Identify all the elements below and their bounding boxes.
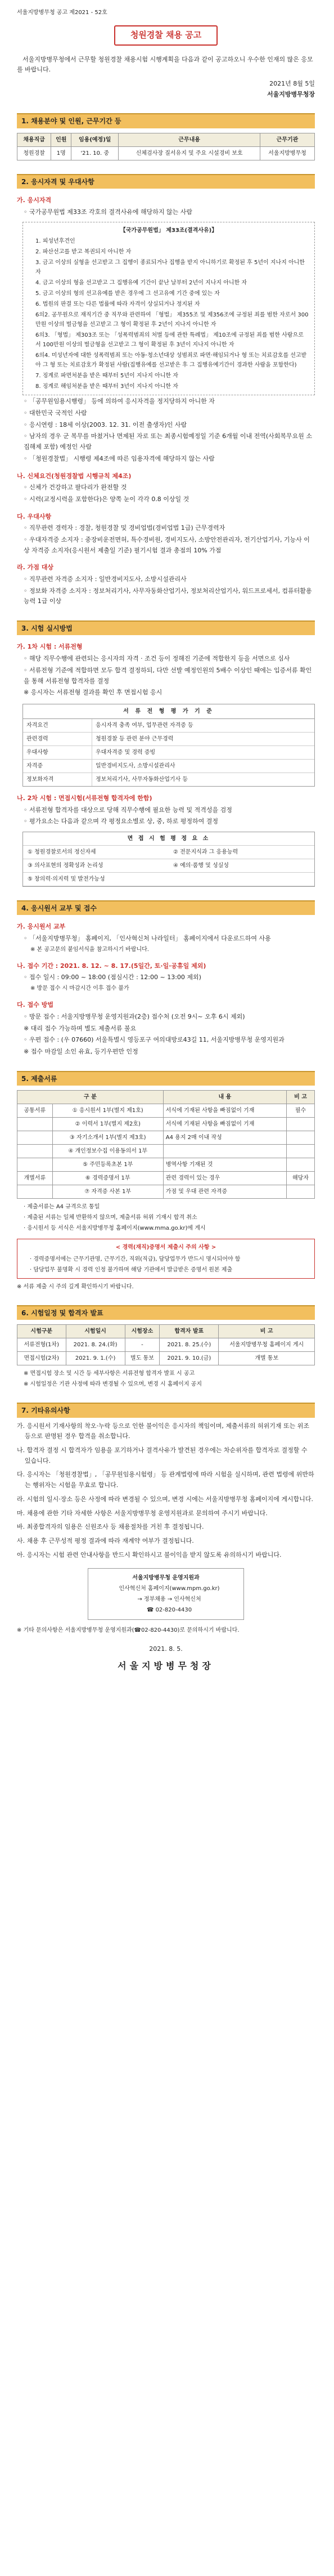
list-item: ◦ 신체가 건강하고 팔다리가 완전할 것 — [24, 484, 127, 492]
table-cell: 1명 — [51, 146, 71, 160]
notice-date: 2021년 8월 5일 — [269, 79, 315, 87]
note: ※ 방문 접수 시 마감시간 이후 접수 불가 — [30, 985, 129, 992]
table-cell: ② 이력서 1부(별지 제2호) — [52, 1117, 163, 1131]
table-cell: ① 응시원서 1부(별지 제1호) — [52, 1104, 163, 1117]
sub-heading: 가. 1차 시험 : 서류전형 — [17, 643, 83, 651]
sub-heading: 가. 응시원서 교부 — [17, 923, 66, 931]
contact-lines — [93, 1584, 239, 1615]
table-header: 비 고 — [287, 1090, 315, 1104]
law-lines — [29, 236, 309, 391]
list-item: ◦ 대한민국 국적인 사람 — [24, 409, 87, 417]
list-item: ◦ 서류전형 합격자를 대상으로 당해 직무수행에 필요한 능력 및 적격성을 검정 — [24, 806, 232, 814]
paragraph: ◦ 「서울지방병무청」 홈페이지, 「인사혁신처 나라일터」 홈페이지에서 다운로드하여 사용 — [24, 935, 271, 943]
table-header: 인원 — [51, 133, 71, 146]
warning-box — [17, 1239, 315, 1279]
table-header: 채용직급 — [17, 133, 51, 146]
eval-item: ③ 의사표현의 정확성과 논리성 — [23, 859, 169, 873]
notice-org: 서울지방병무청장 — [267, 90, 315, 98]
table-cell: ③ 자기소개서 1부(별지 제3호) — [52, 1131, 163, 1144]
list-item: 8. 징계로 해임처분을 받은 때부터 3년이 지나지 아니한 자 — [35, 383, 178, 390]
table-cell — [287, 1158, 315, 1171]
table-row — [17, 1352, 315, 1365]
table-cell — [17, 1117, 53, 1131]
table-cell — [287, 1185, 315, 1198]
list-item: 6. 법원의 판결 또는 다른 법률에 따라 자격이 상실되거나 정지된 자 — [35, 301, 200, 308]
eval-grid — [22, 832, 315, 887]
list-item: ◦ 해당 직무수행에 관련되는 응시자의 자격 · 조건 등이 정해진 기준에 적합한지 등을 서면으로 심사 — [24, 655, 290, 663]
criteria-row — [23, 773, 314, 786]
criteria-key: 자격요건 — [23, 719, 92, 732]
footer-note: ※ 기타 문의사항은 서울지방병무청 운영지원과(☎02-820-4430)로 문의하시기 바랍니다. — [17, 1627, 240, 1634]
table-header: 비 고 — [219, 1325, 315, 1338]
list-item: · 경력증명서에는 근무기관명, 근무기간, 직위(직급), 담당업무가 반드시 명시되어야 함 — [30, 1256, 241, 1262]
eval-title: 면 접 시 험 평 정 요 소 — [23, 832, 314, 846]
section-3-title: 3. 시험 실시방법 — [17, 620, 315, 635]
eval-item — [169, 873, 314, 886]
list-item: 6의3. 「형법」 제303조 또는 「성폭력범죄의 처벌 등에 관한 특례법」 제10조에 규정된 죄를 범한 사람으로서 100만원 이상의 벌금형을 선고받고 그 형이 확정된 후 3년이 지나지 아니한 자 — [35, 332, 304, 349]
list-item: 사. 채용 후 근무성적 평정 결과에 따라 재계약 여부가 결정됩니다. — [17, 1537, 194, 1544]
table-row — [17, 1185, 315, 1198]
table-cell: 개별 통보 — [219, 1352, 315, 1365]
list-item: 마. 채용에 관한 기타 자세한 사항은 서울지방병무청 운영지원과로 문의하여 주시기 바랍니다. — [17, 1509, 268, 1517]
list-item: 2. 파산선고를 받고 복권되지 아니한 자 — [35, 249, 132, 256]
list-item: ※ 시험일정은 기관 사정에 따라 변경될 수 있으며, 변경 시 홈페이지 공지 — [24, 1381, 202, 1388]
bonus-list — [17, 574, 315, 607]
criteria-key: 정보화자격 — [23, 773, 92, 786]
criteria-value: 일반경비지도사, 소방시설관리사 — [96, 762, 175, 769]
table-cell: ⑦ 자격증 사본 1부 — [52, 1185, 163, 1198]
qualification-list — [17, 396, 315, 464]
table-cell — [17, 1185, 53, 1198]
list-item: ◦ 응시연령 : 18세 이상(2003. 12. 31. 이전 출생자)인 사람 — [24, 421, 187, 428]
list-item: 3. 금고 이상의 실형을 선고받고 그 집행이 종료되거나 집행을 받지 아니하기로 확정된 후 5년이 지나지 아니한 자 — [35, 260, 305, 276]
screening-list — [17, 654, 315, 698]
list-item: ◦ 남자의 경우 군 복무를 마쳤거나 면제된 자로 또는 최종시험예정일 기준 6개월 이내 전역(사회복무요원 소집해제 포함) 예정인 사람 — [24, 432, 313, 451]
table-cell: 서류전형(1차) — [17, 1338, 66, 1352]
schedule-notes — [17, 1369, 315, 1389]
criteria-row — [23, 760, 314, 773]
criteria-row — [23, 733, 314, 746]
table-cell: 서식에 기재된 사항을 빠짐없이 기재 — [163, 1117, 286, 1131]
docs-notes — [17, 1202, 315, 1233]
table-row — [17, 1171, 315, 1185]
sub-heading: 나. 신체요건(청원경찰법 시행규칙 제4조) — [17, 472, 132, 480]
list-item: · 응시원서 등 서식은 서울지방병무청 홈페이지(www.mma.go.kr)에 게시 — [24, 1225, 206, 1231]
table-row — [17, 1131, 315, 1144]
list-item: ◦ 서류전형 기준에 적합하면 모두 합격 결정하되, 다만 선발 예정인원의 5배수 이상인 때에는 입증서류 확인을 통해 서류전형 합격자를 결정 — [24, 666, 312, 685]
list-item: 다. 응시자는 「청원경찰법」, 「공무원임용시험령」 등 관계법령에 따라 시험을 실시하며, 관련 법령에 위반하는 행위자는 시험을 무효로 합니다. — [17, 1471, 314, 1489]
table-cell: 서식에 기재된 사항을 빠짐없이 기재 — [163, 1104, 286, 1117]
paragraph: ◦ 접수 일시 : 09:00 ~ 18:00 (점심시간 : 12:00 ~ 13:00 제외) — [24, 974, 201, 981]
table-row — [17, 1158, 315, 1171]
table-cell: ④ 개인정보수집 이용동의서 1부 — [52, 1144, 163, 1158]
list-item: ※ 대리 접수 가능하며 별도 제출서류 불요 — [24, 1024, 137, 1032]
warning-title: < 경력(재직)증명서 제출시 주의 사항 > — [115, 1244, 216, 1251]
section-4-title: 4. 응시원서 교부 및 접수 — [17, 900, 315, 915]
table-header: 시험구분 — [17, 1325, 66, 1338]
criteria-box — [22, 704, 315, 787]
list-item: 6의4. 미성년자에 대한 성폭력범죄 또는 아동·청소년대상 성범죄로 파면·해임되거나 형 또는 치료감호를 선고받아 그 형 또는 치료감호가 확정된 사람(집행유예를 선고받은 후 그 집행유예기간이 경과한 사람을 포함한다) — [35, 352, 307, 369]
table-cell: 2021. 8. 25.(수) — [160, 1338, 219, 1352]
criteria-value: 우대자격증 및 경력 증빙 — [96, 749, 156, 756]
section-2-title: 2. 응시자격 및 우대사항 — [17, 174, 315, 189]
table-cell: 2021. 9. 10.(금) — [160, 1352, 219, 1365]
table-header: 임용(예정)일 — [71, 133, 119, 146]
recruit-table — [17, 133, 315, 160]
table-cell — [17, 1131, 53, 1144]
body-requirements — [17, 483, 315, 505]
note: ※ 본 공고문의 붙임서식을 참고하시기 바랍니다. — [30, 946, 149, 953]
list-item: ◦ 우대자격증 소지자 : 중장비운전면허, 특수경비원, 경비지도사, 소방안전관리자, 전기산업기사, 기능사 이상 자격증 소지자(응시원서 제출일 기준) 필기시험 결과 총점의 10% 가점 — [24, 535, 310, 554]
table-cell: ⑤ 주민등록초본 1부 — [52, 1158, 163, 1171]
law-box — [22, 222, 315, 395]
list-item: ◦ 우편 접수 : (우 07660) 서울특별시 영등포구 여의대방로43길 11, 서울지방병무청 운영지원과 — [24, 1036, 285, 1044]
section-6-title: 6. 시험일정 및 합격자 발표 — [17, 1305, 315, 1320]
table-cell: 해당자 — [287, 1171, 315, 1185]
sub-heading: 다. 접수 방법 — [17, 1001, 53, 1009]
list-item: ※ 접수 마감일 소인 유효, 등기우편만 인정 — [24, 1047, 138, 1055]
notes-list — [17, 1421, 315, 1561]
list-item: → 정부채용 → 인사혁신처 — [137, 1596, 201, 1603]
interview-list — [17, 805, 315, 827]
list-item: · 제출서류는 A4 규격으로 통일 — [24, 1203, 100, 1210]
schedule-table — [17, 1324, 315, 1365]
criteria-key: 자격증 — [23, 760, 92, 773]
table-cell — [17, 1144, 53, 1158]
table-cell: 별도 통보 — [125, 1352, 160, 1365]
list-item: 6의2. 공무원으로 재직기간 중 직무와 관련하여 「형법」 제355조 및 제356조에 규정된 죄를 범한 자로서 300만원 이상의 벌금형을 선고받고 그 형이 확정된 후 2년이 지나지 아니한 자 — [35, 312, 309, 328]
list-item: ◦ 방문 접수 : 서울지방병무청 운영지원과(2층) 접수처 (오전 9시~ 오후 6시 제외) — [24, 1012, 245, 1020]
table-cell — [287, 1117, 315, 1131]
notice-document — [17, 0, 315, 1673]
table-row — [17, 146, 315, 160]
criteria-value: 청원경찰 등 관련 분야 근무경력 — [96, 735, 174, 742]
list-item: 아. 응시자는 시험 관련 안내사항을 반드시 확인하시고 불이익을 받지 않도록 유의하시기 바랍니다. — [17, 1551, 282, 1559]
table-row — [17, 1144, 315, 1158]
list-item: ◦ 직무관련 자격증 소지자 : 일반경비지도사, 소방시설관리사 — [24, 575, 187, 583]
list-item: ☎ 02-820-4430 — [146, 1607, 192, 1614]
sub-heading: 나. 접수 기간 : 2021. 8. 12. ~ 8. 17.(5일간, 토·일·공휴일 제외) — [17, 962, 206, 970]
sub-heading: 다. 우대사항 — [17, 512, 52, 520]
table-row — [17, 1338, 315, 1352]
contact-title: 서울지방병무청 운영지원과 — [132, 1575, 200, 1582]
list-item: ◦ 시력(교정시력을 포함한다)은 양쪽 눈이 각각 0.8 이상일 것 — [24, 495, 189, 503]
table-cell — [17, 1158, 53, 1171]
list-item: 나. 합격자 결정 시 합격자가 임용을 포기하거나 결격사유가 발견된 경우에는 차순위자를 합격자로 결정할 수 있습니다. — [17, 1447, 308, 1465]
table-header: 내 용 — [163, 1090, 286, 1104]
table-cell — [287, 1144, 315, 1158]
table-cell: 가점 및 우대 관련 자격증 — [163, 1185, 286, 1198]
list-item: 가. 응시원서 기재사항의 착오·누락 등으로 인한 불이익은 응시자의 책임이며, 제출서류의 허위기재 또는 위조 등으로 판명된 경우 합격을 취소합니다. — [17, 1422, 309, 1440]
table-header: 구 분 — [17, 1090, 164, 1104]
criteria-value: 응시자격 충족 여부, 업무관련 자격증 등 — [96, 722, 193, 729]
table-cell: ⑥ 경력증명서 1부 — [52, 1171, 163, 1185]
section-5-title: 5. 제출서류 — [17, 1071, 315, 1086]
list-item: 라. 시험의 일시·장소 등은 사정에 따라 변경될 수 있으며, 변경 시에는 서울지방병무청 홈페이지에 게시합니다. — [17, 1495, 313, 1503]
criteria-title: 서 류 전 형 평 가 기 준 — [23, 704, 314, 719]
list-item: · 담당업무 불명확 시 경력 인정 불가하며 해당 기관에서 발급받은 증명서 원본 제출 — [30, 1266, 233, 1273]
table-cell: - — [125, 1338, 160, 1352]
list-item: ◦ 평가요소는 다음과 같으며 각 평정요소별로 상, 중, 하로 평정하여 결정 — [24, 818, 218, 825]
list-item: 5. 금고 이상의 형의 선고유예를 받은 경우에 그 선고유예 기간 중에 있는 자 — [35, 291, 220, 297]
eval-item: ⑤ 창의력·의지력 및 발전가능성 — [23, 873, 169, 886]
table-cell: 서울지방병무청 — [260, 146, 314, 160]
section-7-title: 7. 기타유의사항 — [17, 1403, 315, 1417]
list-item: ◦ 직무관련 경력자 : 경찰, 청원경찰 및 경비업법(경비업법 1급) 근무경력자 — [24, 524, 225, 532]
list-item: · 제출된 서류는 일체 반환하지 않으며, 제출서류 허위 기재시 합격 취소 — [24, 1214, 197, 1221]
footer-date: 2021. 8. 5. — [149, 1645, 183, 1653]
warning-lines — [23, 1254, 309, 1275]
table-cell: 관련 경력이 있는 경우 — [163, 1171, 286, 1185]
table-cell: 2021. 8. 24.(화) — [66, 1338, 125, 1352]
paragraph: ◦ 국가공무원법 제33조 각호의 결격사유에 해당하지 않는 사람 — [24, 208, 192, 216]
criteria-key: 관련경력 — [23, 733, 92, 745]
eval-item: ④ 예의·품행 및 성실성 — [169, 859, 314, 873]
law-title: 【국가공무원법」 제33조(결격사유)】 — [120, 227, 218, 234]
intro-text: 서울지방병무청에서 근무할 청원경찰 채용시험 시행계획을 다음과 같이 공고하오니 우수한 인재의 많은 응모를 바랍니다. — [17, 55, 313, 74]
table-cell: 면접시험(2차) — [17, 1352, 66, 1365]
list-item: ※ 면접시험 장소 및 시간 등 세부사항은 서류전형 합격자 발표 시 공고 — [24, 1370, 195, 1377]
criteria-row — [23, 719, 314, 733]
note: ※ 서류 제출 시 주의 깊게 확인하시기 바랍니다. — [17, 1283, 134, 1290]
table-cell: 공통서류 — [17, 1104, 53, 1117]
submission-list — [17, 1012, 315, 1057]
table-cell: 개별서류 — [17, 1171, 53, 1185]
table-row — [17, 1104, 315, 1117]
list-item: 7. 징계로 파면처분을 받은 때부터 5년이 지나지 아니한 자 — [35, 373, 178, 380]
table-header: 근무내용 — [119, 133, 260, 146]
preference-list — [17, 523, 315, 556]
table-cell: 청원경찰 — [17, 146, 51, 160]
contact-box — [88, 1568, 244, 1620]
criteria-key: 우대사항 — [23, 746, 92, 759]
table-cell: 2021. 9. 1.(수) — [66, 1352, 125, 1365]
table-header: 근무기관 — [260, 133, 314, 146]
sub-heading: 라. 가점 대상 — [17, 564, 53, 572]
list-item: 4. 금고 이상의 형을 선고받고 그 집행유예 기간이 끝난 날부터 2년이 지나지 아니한 자 — [35, 280, 247, 287]
page-title: 청원경찰 채용 공고 — [114, 25, 218, 46]
table-header: 시험일시 — [66, 1325, 125, 1338]
list-item: 바. 최종합격자의 임용은 신원조사 등 채용절차를 거친 후 결정됩니다. — [17, 1523, 204, 1531]
sub-heading: 가. 응시자격 — [17, 197, 52, 204]
table-cell — [163, 1144, 286, 1158]
footer-org: 서울지방병무청장 — [118, 1660, 214, 1671]
table-cell: 신체검사장 질서유지 및 주요 시설경비 보호 — [119, 146, 260, 160]
criteria-row — [23, 746, 314, 760]
table-cell: 필수 — [287, 1104, 315, 1117]
notice-number: 서울지방병무청 공고 제2021 - 52호 — [17, 10, 107, 16]
criteria-rows — [23, 719, 314, 786]
table-cell: 병역사항 기재된 것 — [163, 1158, 286, 1171]
list-item: ※ 응시자는 서류전형 결과를 확인 후 면접시험 응시 — [24, 689, 163, 697]
table-cell — [287, 1131, 315, 1144]
table-cell: A4 용지 2매 이내 작성 — [163, 1131, 286, 1144]
list-item: ◦ 정보화 자격증 소지자 : 정보처리기사, 사무자동화산업기사, 정보처리산업기사, 워드프로세서, 컴퓨터활용능력 1급 이상 — [24, 587, 312, 605]
table-row — [17, 1117, 315, 1131]
list-item: ◦ 「공무원임용시행령」 등에 의하여 응시자격을 정지당하지 아니한 자 — [24, 398, 215, 405]
list-item: 1. 피성년후견인 — [35, 238, 75, 245]
list-item: 인사혁신처 홈페이지(www.mpm.go.kr) — [119, 1586, 220, 1592]
eval-item: ② 전문지식과 그 응용능력 — [169, 846, 314, 859]
table-cell: '21. 10. 중 — [71, 146, 119, 160]
sub-heading: 나. 2차 시험 : 면접시험(서류전형 합격자에 한함) — [17, 794, 152, 802]
section-1-title: 1. 채용분야 및 인원, 근무기간 등 — [17, 113, 315, 128]
eval-item: ① 청원경찰로서의 정신자세 — [23, 846, 169, 859]
list-item: ◦ 「청원경찰법」 시행령 제4조에 따른 임용자격에 해당하지 않는 사람 — [24, 454, 215, 462]
table-header: 합격자 발표 — [160, 1325, 219, 1338]
table-cell: 서울지방병무청 홈페이지 게시 — [219, 1338, 315, 1352]
table-header: 시험장소 — [125, 1325, 160, 1338]
docs-table — [17, 1090, 315, 1199]
criteria-value: 정보처리기사, 사무자동화산업기사 등 — [96, 776, 188, 783]
